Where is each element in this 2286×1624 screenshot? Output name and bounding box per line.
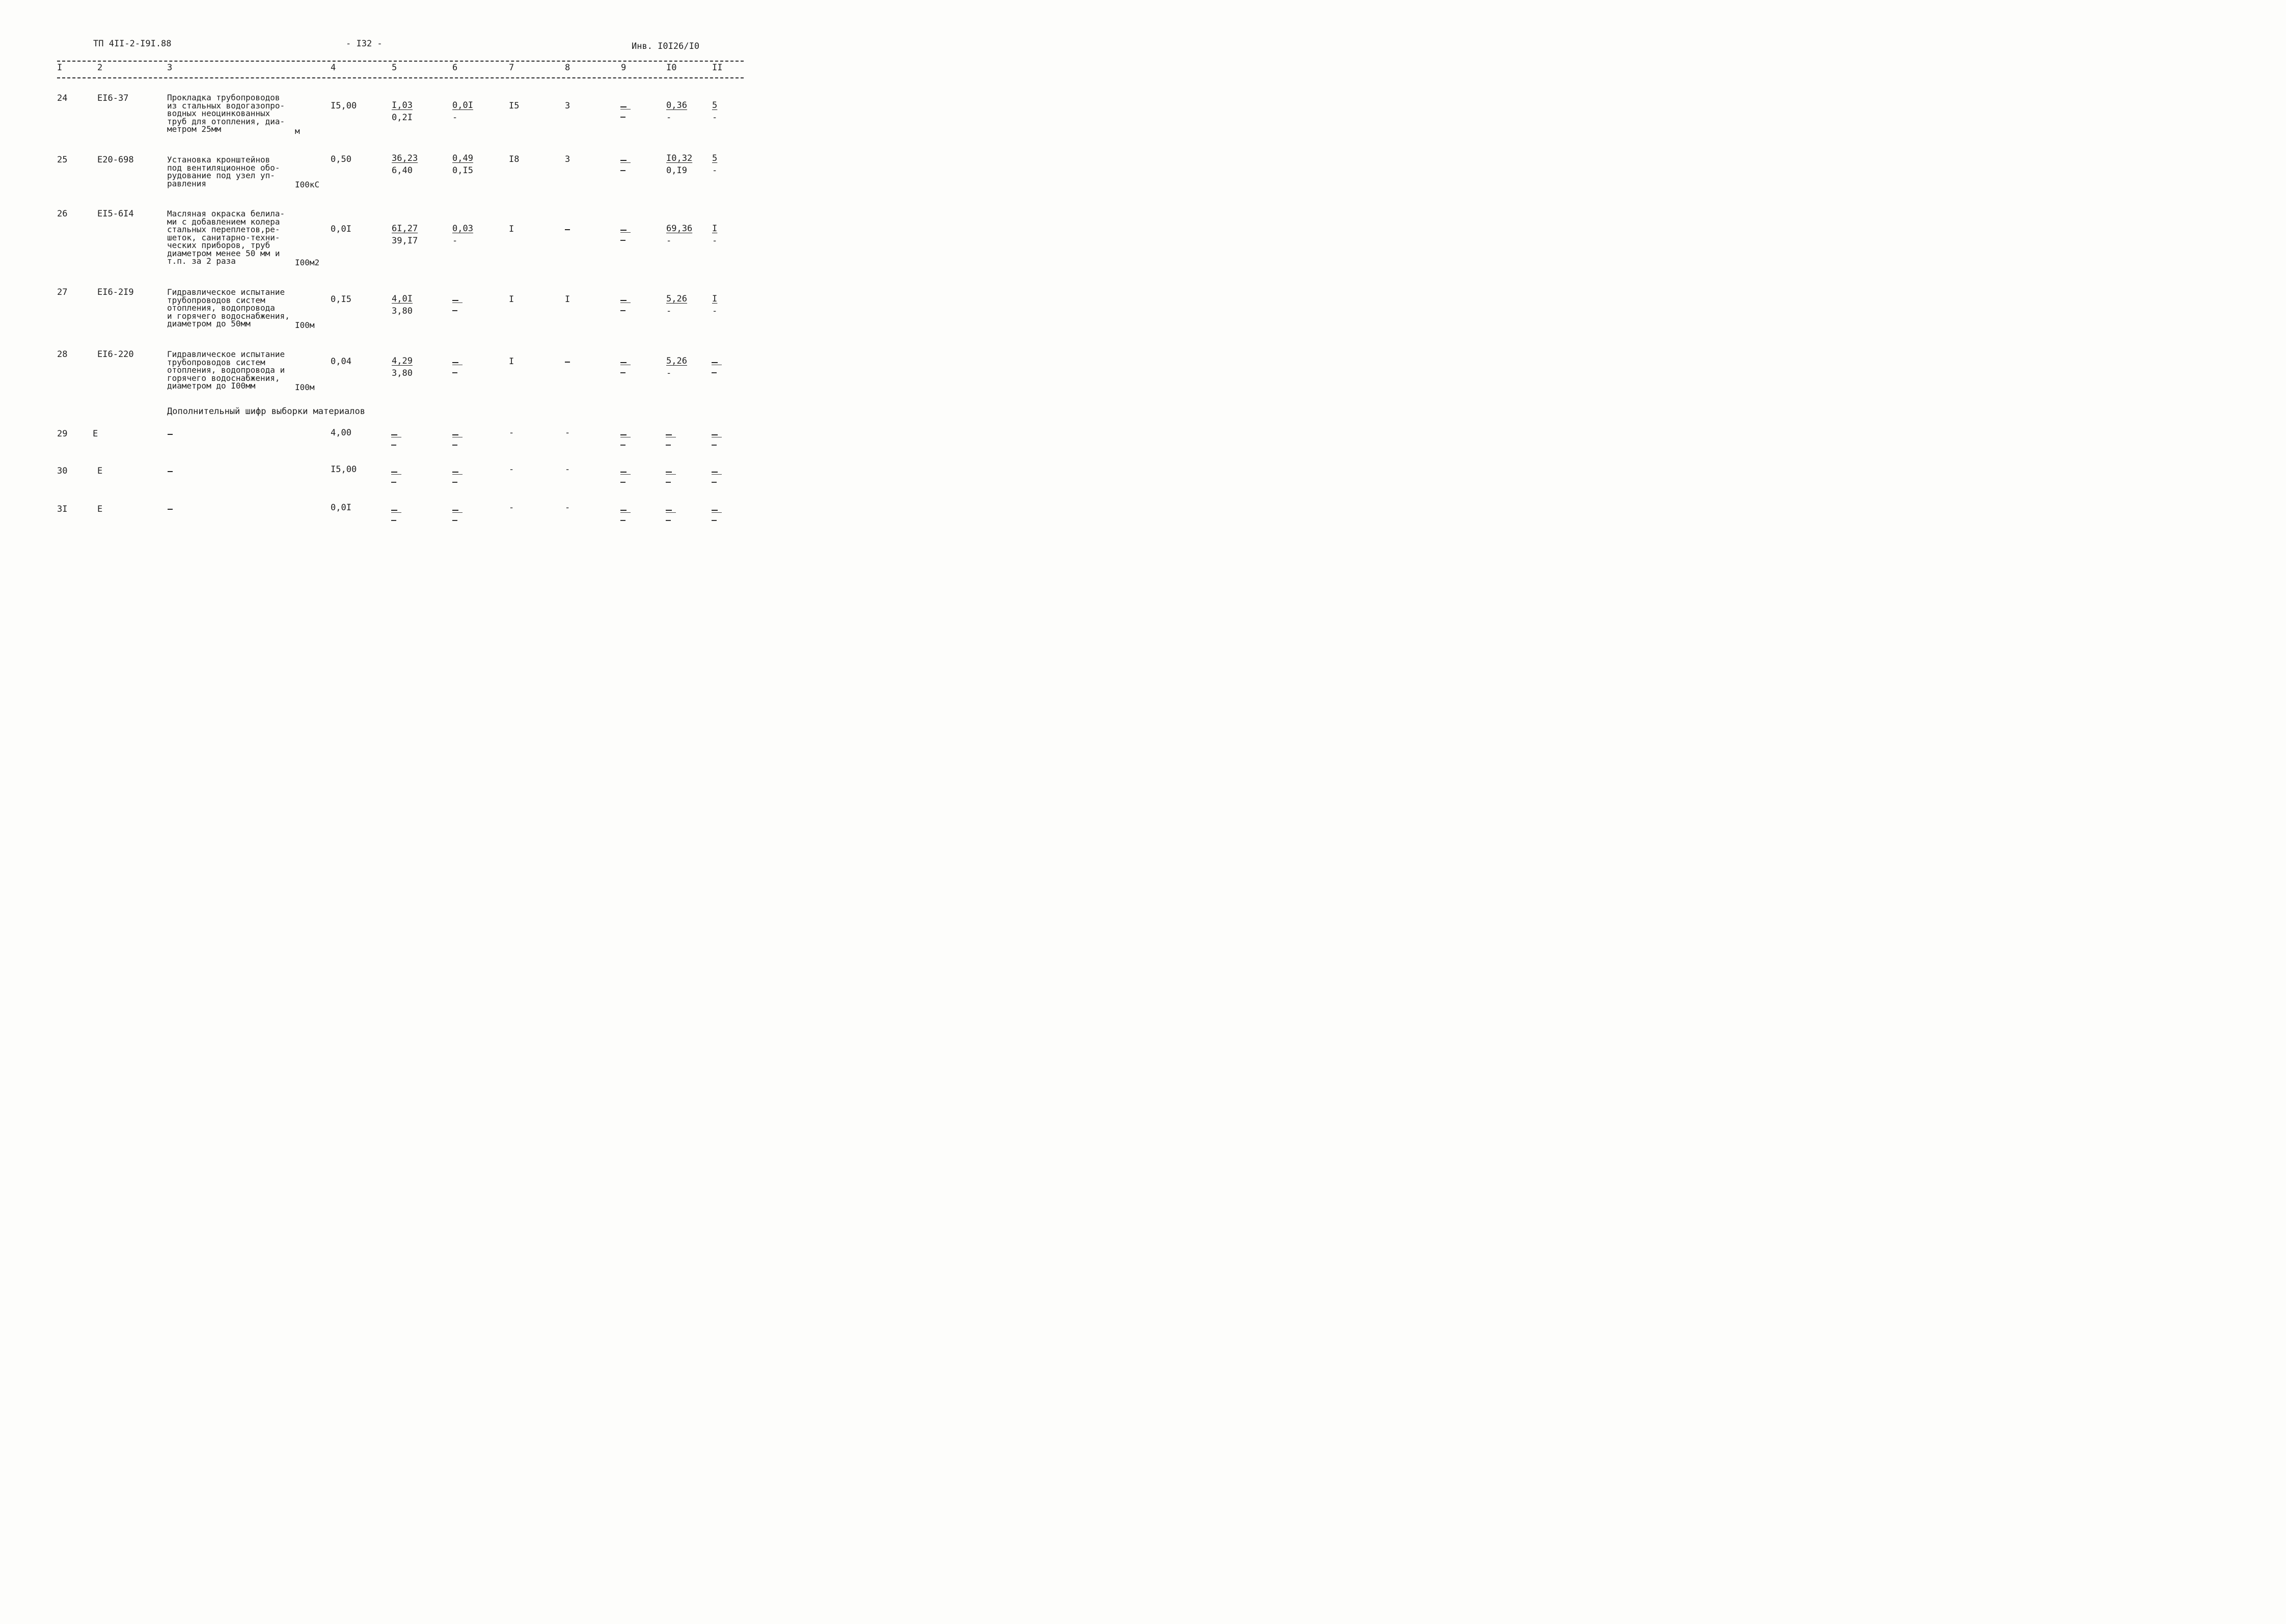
rate-code: EI6-2I9 [97, 287, 134, 297]
col8-value: - [565, 464, 570, 475]
col7-value: I8 [509, 154, 520, 164]
rate-code: EI6-220 [97, 349, 134, 360]
col5-empty [391, 504, 401, 521]
column-header: 6 [452, 63, 458, 73]
col8-value: 3 [565, 154, 570, 164]
column-header: I0 [666, 63, 677, 73]
col6-empty [452, 294, 462, 311]
work-description: Гидравлическое испытание трубопроводов систем отопления, водопровода и горячего водоснабжения, диаметром до I00мм [167, 349, 285, 391]
unit: I00м [295, 320, 315, 330]
col6-values: 0,0I - [452, 100, 473, 123]
col10-values: 5,26 - [666, 294, 687, 316]
col10-empty [666, 466, 676, 483]
row-number: 30 [57, 466, 68, 476]
col10-empty [666, 504, 676, 521]
inventory-number: Инв. I0I26/I0 [632, 41, 700, 51]
col10-empty [666, 429, 676, 446]
col11-empty [712, 466, 722, 483]
rate-code: EI5-6I4 [97, 209, 134, 219]
unit: I00кС [295, 180, 320, 189]
rate-code: E20-698 [97, 155, 134, 165]
col6-empty [452, 466, 462, 483]
col10-values: 5,26 - [666, 356, 687, 378]
header-rule-top [57, 61, 744, 62]
rate-code: EI6-37 [97, 93, 129, 103]
unit: I00м [295, 382, 315, 392]
col7-value: - [509, 503, 514, 513]
work-description: Гидравлическое испытание трубопроводов систем отопления, водопровода и горячего водоснабжения, диаметром до 50мм [167, 287, 290, 328]
rate-code: E [97, 504, 103, 514]
header-rule-bottom [57, 77, 744, 78]
unit: м [295, 126, 300, 136]
quantity: 0,04 [331, 356, 351, 367]
row-number: 3I [57, 504, 68, 514]
col8-value: I [565, 294, 570, 305]
col9-empty [620, 504, 631, 521]
column-header: I [57, 63, 63, 73]
col9-empty [620, 101, 631, 118]
col6-empty [452, 504, 462, 521]
row-number: 26 [57, 209, 68, 219]
column-header: 2 [97, 63, 103, 73]
description-empty [168, 434, 173, 435]
col7-value: - [509, 464, 514, 475]
col5-empty [391, 466, 401, 483]
col8-empty [565, 362, 570, 363]
col5-empty [391, 429, 401, 446]
col11-values: 5 - [712, 153, 718, 176]
column-header: 7 [509, 63, 514, 73]
description-empty [168, 509, 173, 510]
col11-values: I - [712, 294, 718, 316]
work-description: Установка кронштейнов под вентиляционное обо- рудование под узел уп- равления [167, 155, 280, 188]
quantity: 0,I5 [331, 294, 351, 305]
description-empty [168, 471, 173, 472]
column-header: 9 [621, 63, 627, 73]
col5-values: $\frac{I,03}{0,2I}$ [392, 100, 413, 123]
section-title: Дополнительный шифр выборки материалов [167, 406, 365, 417]
col8-value: - [565, 428, 570, 438]
row-number: 24 [57, 93, 68, 103]
col9-empty [620, 154, 631, 171]
quantity: 0,0I [331, 224, 351, 234]
rate-code: E [93, 429, 98, 439]
col10-values: 0,36 - [666, 100, 687, 123]
quantity: 0,0I [331, 503, 351, 513]
col9-empty [620, 429, 631, 446]
column-header: 4 [331, 63, 336, 73]
page-number: - I32 - [346, 39, 383, 49]
work-description: Масляная окраска белила- ми с добавлением колера стальных переплетов,ре- шеток, санитарно-техни- ческих приборов, труб диаметром менее 50 мм и т.п. за 2 раза [167, 209, 285, 266]
row-number: 27 [57, 287, 68, 297]
row-number: 29 [57, 429, 68, 439]
quantity: 4,00 [331, 428, 351, 438]
col11-values: I - [712, 224, 718, 246]
col11-empty [712, 429, 722, 446]
col6-values: 0,03 - [452, 224, 473, 246]
col8-empty [565, 229, 570, 230]
col5-values: $\frac{4,29}{3,80}$ [392, 356, 413, 378]
column-header: 5 [392, 63, 397, 73]
col11-values: 5 - [712, 100, 718, 123]
col11-empty [712, 356, 722, 373]
col7-value: I [509, 294, 514, 305]
col10-values: $\frac{I0,32}{0,I9}$ [666, 153, 693, 176]
col7-value: I5 [509, 101, 520, 111]
col6-values: $\frac{0,49}{0,I5}$ [452, 153, 473, 176]
col9-empty [620, 294, 631, 311]
col7-value: I [509, 224, 514, 234]
quantity: I5,00 [331, 101, 357, 111]
col6-empty [452, 429, 462, 446]
col9-empty [620, 466, 631, 483]
column-header: II [712, 63, 723, 73]
quantity: 0,50 [331, 154, 351, 164]
column-header: 3 [167, 63, 173, 73]
col9-empty [620, 356, 631, 373]
col7-value: - [509, 428, 514, 438]
quantity: I5,00 [331, 464, 357, 475]
unit: I00м2 [295, 258, 320, 267]
col6-empty [452, 356, 462, 373]
column-header: 8 [565, 63, 570, 73]
col11-empty [712, 504, 722, 521]
col5-values: $\frac{6I,27}{39,I7}$ [392, 224, 418, 246]
col5-values: $\frac{4,0I}{3,80}$ [392, 294, 413, 316]
col10-values: 69,36 - [666, 224, 693, 246]
rate-code: E [97, 466, 103, 476]
row-number: 25 [57, 155, 68, 165]
col5-values: $\frac{36,23}{6,40}$ [392, 153, 418, 176]
document-code: ТП 4II-2-I9I.88 [93, 39, 172, 49]
col8-value: - [565, 503, 570, 513]
col8-value: 3 [565, 101, 570, 111]
row-number: 28 [57, 349, 68, 360]
col7-value: I [509, 356, 514, 367]
work-description: Прокладка трубопроводов из стальных водогазопро- водных неоцинкованных труб для отопления, диа- метром 25мм [167, 93, 285, 134]
col9-empty [620, 224, 631, 241]
